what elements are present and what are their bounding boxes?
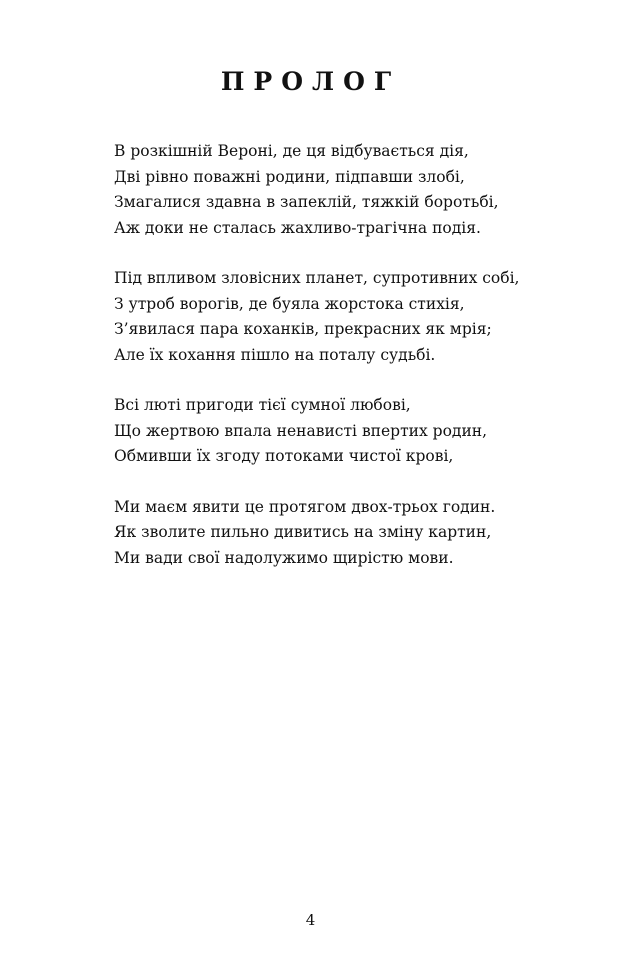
stanza-2 [114,266,594,368]
poem-line: Але їх кохання пішло на поталу судьбі. [114,345,436,364]
poem-line: Обмивши їх згоду потоками чистої крові, [114,447,454,465]
poem-line: Ми маєм явити це протягом двох-трьох годин. [114,497,496,516]
poem-line: В розкішній Вероні, де ця відбувається дія, [114,142,469,160]
stanza-3 [114,393,594,470]
poem-line: Що жертвою впала ненависті впертих родин, [114,421,488,440]
poem-line: Всі люті пригоди тієї сумної любові, [114,396,411,414]
poem-line: Як зволите пильно дивитись на зміну картин, [114,523,492,541]
poem-line: З утроб ворогів, де буяла жорстока стихія, [114,294,465,313]
stanza-1 [114,139,594,241]
poem-line: Аж доки не сталась жахливо-трагічна подія. [114,218,481,237]
poem-line: Дві рівно поважні родини, підпавши злобі, [114,167,465,186]
chapter-title: ПРОЛОГ [220,67,401,96]
poem-body [114,139,594,596]
poem-line: Під впливом зловісних планет, супротивних собі, [114,269,520,287]
poem-line: Ми вади свої надолужимо щирістю мови. [114,548,454,567]
stanza-4 [114,495,594,572]
page-number: 4 [305,911,316,929]
poem-line: Змагалися здавна в запеклій, тяжкій боротьбі, [114,193,499,211]
poem-line: З’явилася пара коханків, прекрасних як мрія; [114,320,492,338]
